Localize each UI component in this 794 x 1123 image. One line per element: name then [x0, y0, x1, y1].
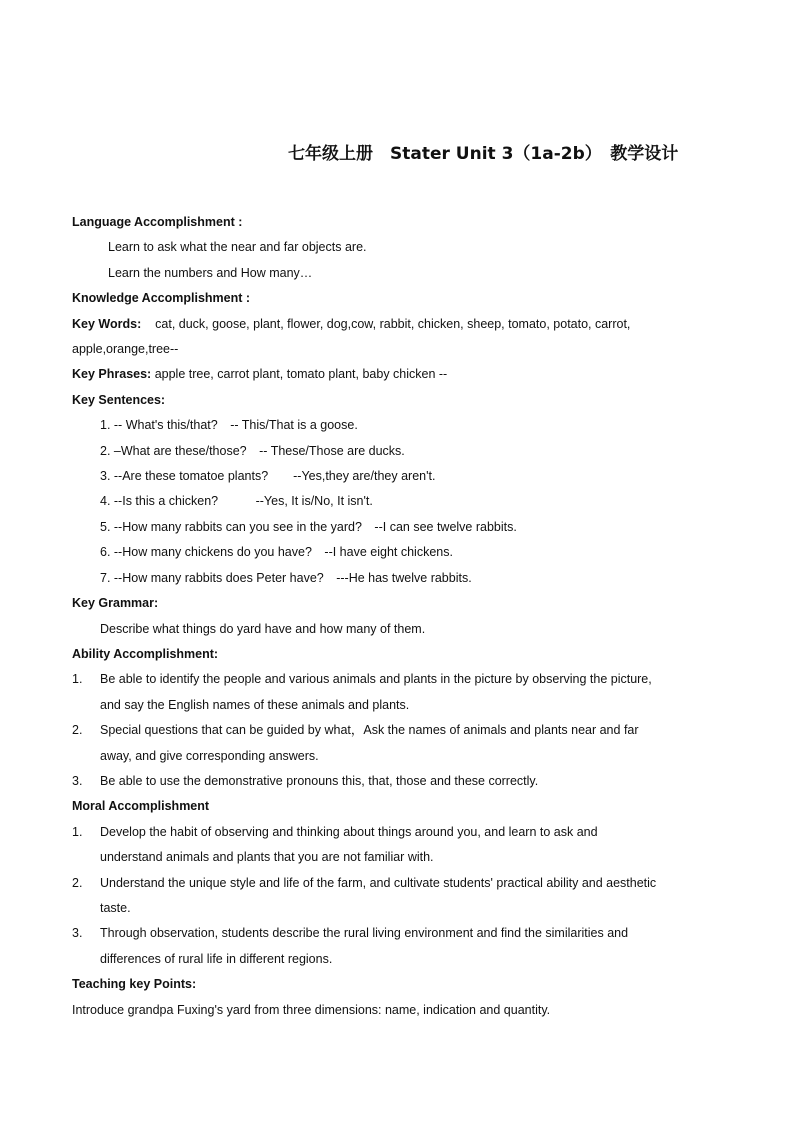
moral-item	[72, 921, 732, 972]
key-grammar-text: Describe what things do yard have and how many of them.	[100, 621, 426, 636]
key-words-line	[72, 312, 732, 337]
key-words-text: cat, duck, goose, plant, flower, dog,cow, rabbit, chicken, sheep, tomato, potato, carrot,	[155, 316, 631, 331]
language-item: Learn the numbers and How many…	[108, 265, 313, 280]
key-grammar-label: Key Grammar:	[72, 596, 159, 611]
item-text: away, and give corresponding answers.	[100, 748, 319, 763]
sentence-item: 5. --How many rabbits can you see in the yard? --I can see twelve rabbits.	[100, 519, 517, 534]
sentence-item: 6. --How many chickens do you have? --I have eight chickens.	[100, 545, 453, 560]
item-text: understand animals and plants that you are not familiar with.	[100, 850, 434, 865]
ability-item	[72, 769, 732, 794]
document-body	[72, 210, 732, 1023]
item-number: 3.	[72, 773, 83, 788]
key-sentences-label: Key Sentences:	[72, 392, 166, 407]
teaching-text: Introduce grandpa Fuxing's yard from three dimensions: name, indication and quantity.	[72, 1002, 551, 1017]
document-title: 七年级上册 Stater Unit 3（1a-2b） 教学设计	[288, 144, 679, 164]
sentence-item: 3. --Are these tomatoe plants? --Yes,they are/they aren't.	[100, 469, 436, 484]
ability-heading: Ability Accomplishment:	[72, 646, 219, 661]
ability-item	[72, 718, 732, 769]
item-text: Be able to use the demonstrative pronouns this, that, those and these correctly.	[100, 773, 539, 788]
item-text: Be able to identify the people and various animals and plants in the picture by observing the picture,	[100, 672, 652, 687]
item-number: 2.	[72, 723, 83, 738]
item-text: Understand the unique style and life of the farm, and cultivate students' practical ability and aesthetic	[100, 875, 657, 890]
ability-item	[72, 667, 732, 718]
teaching-heading: Teaching key Points:	[72, 977, 197, 992]
item-text: differences of rural life in different regions.	[100, 951, 333, 966]
item-number: 2.	[72, 875, 83, 890]
key-words-continuation: apple,orange,tree--	[72, 342, 179, 357]
sentence-item: 7. --How many rabbits does Peter have? ---He has twelve rabbits.	[100, 570, 472, 585]
item-number: 1.	[72, 824, 83, 839]
key-phrases-text: apple tree, carrot plant, tomato plant, baby chicken --	[154, 367, 448, 382]
item-text: Through observation, students describe the rural living environment and find the similarities and	[100, 926, 629, 941]
sentence-item: 4. --Is this a chicken? --Yes, It is/No, It isn't.	[100, 494, 373, 509]
key-phrases-line	[72, 362, 732, 387]
key-words-label: Key Words:	[72, 316, 142, 331]
item-number: 3.	[72, 926, 83, 941]
knowledge-heading: Knowledge Accomplishment :	[72, 291, 251, 306]
item-text: Develop the habit of observing and thinking about things around you, and learn to ask and	[100, 824, 598, 839]
item-text: and say the English names of these animals and plants.	[100, 697, 410, 712]
moral-heading: Moral Accomplishment	[72, 799, 210, 814]
sentence-item: 2. –What are these/those? -- These/Those are ducks.	[100, 443, 405, 458]
moral-item	[72, 871, 732, 922]
item-text: Special questions that can be guided by what，Ask the names of animals and plants near and far	[100, 723, 639, 738]
language-item: Learn to ask what the near and far objects are.	[108, 240, 367, 255]
language-heading: Language Accomplishment :	[72, 215, 243, 229]
item-number: 1.	[72, 672, 83, 687]
sentence-item: 1. -- What's this/that? -- This/That is a goose.	[100, 418, 358, 433]
key-phrases-label: Key Phrases:	[72, 367, 152, 382]
item-text: taste.	[100, 900, 131, 915]
moral-item	[72, 820, 732, 871]
